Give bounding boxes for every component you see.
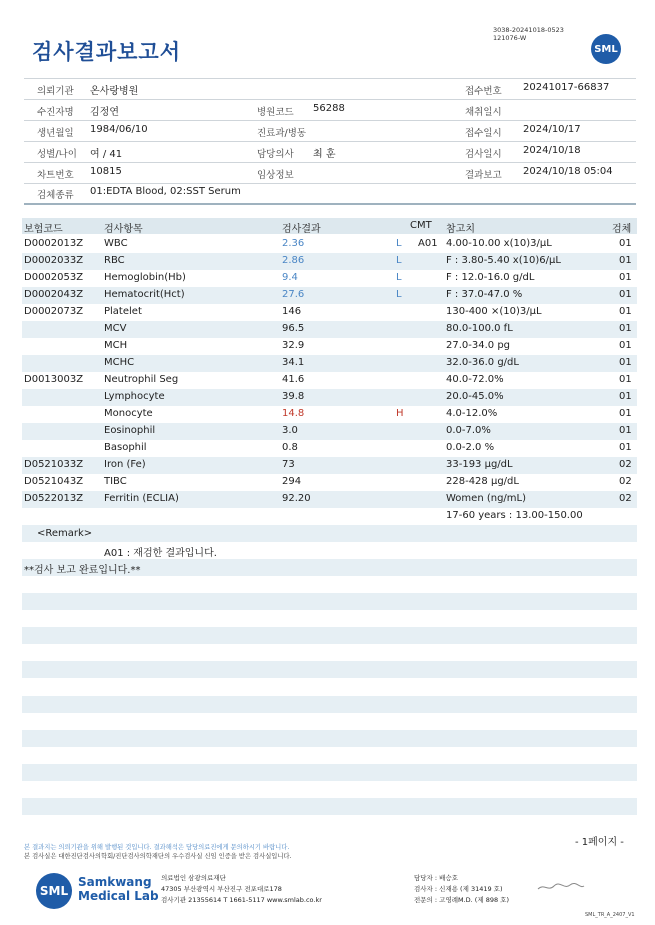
cell-code: D0521033Z (24, 459, 84, 470)
cell-item: Eosinophil (104, 425, 156, 436)
cell-item: Neutrophil Seg (104, 374, 179, 385)
table-row (22, 440, 637, 457)
table-row (22, 321, 637, 338)
cell-specimen: 01 (619, 272, 632, 283)
table-row (22, 287, 637, 304)
cell-result: 27.6 (282, 289, 305, 300)
staff-manager: 담당자 : 배승호 (414, 874, 458, 882)
table-row (22, 406, 637, 423)
table-row (22, 423, 637, 440)
col-specimen-header: 검체 (612, 224, 632, 235)
divider (24, 141, 636, 142)
cell-item: MCHC (104, 357, 135, 368)
cell-ref: 80.0-100.0 fL (446, 323, 513, 334)
cell-item: MCV (104, 323, 127, 334)
sml-footer-logo: SML (36, 873, 72, 909)
cell-flag: L (396, 255, 402, 266)
cell-code: D0522013Z (24, 493, 84, 504)
receipt-date-label: 접수일시 (465, 128, 502, 139)
footer-notice-2: 본 검사실은 대한진단검사의학회/진단검사의학재단의 우수검사실 신임 인증을 받은 검사실입니다. (24, 853, 292, 860)
signature-mark (536, 880, 586, 894)
dept-label: 진료과/병동 (257, 128, 307, 139)
cell-result: 146 (282, 306, 302, 317)
company-name-line-1: Samkwang (78, 875, 152, 889)
cell-flag: L (396, 272, 402, 283)
table-row (22, 270, 637, 287)
cell-specimen: 01 (619, 391, 632, 402)
cell-ref: F : 3.80-5.40 x(10)6/μL (446, 255, 561, 266)
cell-result: 0.8 (282, 442, 298, 453)
cell-specimen: 02 (619, 459, 632, 470)
remark-line-2: **검사 보고 완료입니다.** (24, 565, 141, 576)
cell-flag: H (396, 408, 404, 419)
blank-row (22, 730, 637, 747)
org-contact: 검사기관 21355614 T 1661-5117 www.smlab.co.kr (161, 896, 322, 904)
cell-result: 2.86 (282, 255, 305, 266)
clinical-label: 임상정보 (257, 170, 294, 181)
cell-result: 32.9 (282, 340, 305, 351)
cell-ref: 17-60 years : 13.00-150.00 (446, 510, 583, 521)
sex-age-value: 여 / 41 (90, 149, 123, 160)
doctor-value: 최 훈 (313, 149, 336, 160)
cell-code: D0002053Z (24, 272, 84, 283)
company-name (78, 875, 159, 903)
cell-result: 3.0 (282, 425, 298, 436)
table-row (22, 253, 637, 270)
cell-specimen: 01 (619, 238, 632, 249)
report-label: 결과보고 (465, 170, 502, 181)
birth-label: 생년월일 (37, 128, 74, 139)
cell-specimen: 01 (619, 442, 632, 453)
cell-specimen: 02 (619, 493, 632, 504)
cell-item: Hematocrit(Hct) (104, 289, 185, 300)
staff-specialist: 전문의 : 고영례M.D. (제 898 호) (414, 896, 509, 904)
cell-code: D0002043Z (24, 289, 84, 300)
receipt-no-value: 20241017-66837 (523, 82, 610, 93)
col-ref-header: 참고치 (446, 224, 475, 235)
cell-specimen: 01 (619, 323, 632, 334)
company-name-line-2: Medical Lab (78, 889, 159, 903)
cell-ref: 4.00-10.00 x(10)3/μL (446, 238, 552, 249)
cell-ref: 20.0-45.0% (446, 391, 504, 402)
cell-ref: 0.0-2.0 % (446, 442, 495, 453)
cell-result: 2.36 (282, 238, 305, 249)
cell-ref: 4.0-12.0% (446, 408, 498, 419)
cell-flag: L (396, 238, 402, 249)
org-address: 47305 부산광역시 부산진구 전포대로178 (161, 885, 282, 893)
table-row (22, 508, 637, 525)
patient-label: 수진자명 (37, 107, 74, 118)
cell-flag: L (396, 289, 402, 300)
document-code-2: 121076-W (493, 34, 527, 42)
cell-result: 14.8 (282, 408, 305, 419)
cell-specimen: 01 (619, 289, 632, 300)
divider (24, 99, 636, 100)
doctor-label: 담당의사 (257, 149, 294, 160)
cell-cmt: A01 (418, 238, 438, 249)
cell-item: Monocyte (104, 408, 153, 419)
blank-row (22, 525, 637, 542)
cell-ref: F : 37.0-47.0 % (446, 289, 523, 300)
col-code-header: 보험코드 (24, 224, 63, 235)
collect-date-label: 채취일시 (465, 107, 502, 118)
chart-no-value: 10815 (90, 166, 122, 177)
receipt-date-value: 2024/10/17 (523, 124, 581, 135)
table-row (22, 355, 637, 372)
cell-item: Platelet (104, 306, 142, 317)
cell-code: D0002033Z (24, 255, 84, 266)
cell-code: D0013003Z (24, 374, 84, 385)
table-row (22, 457, 637, 474)
hosp-code-value: 56288 (313, 103, 345, 114)
cell-ref: 27.0-34.0 pg (446, 340, 511, 351)
cell-result: 39.8 (282, 391, 305, 402)
cell-ref: 32.0-36.0 g/dL (446, 357, 519, 368)
cell-item: MCH (104, 340, 128, 351)
cell-specimen: 01 (619, 408, 632, 419)
cell-specimen: 01 (619, 255, 632, 266)
table-row (22, 236, 637, 253)
blank-row (22, 593, 637, 610)
divider (24, 120, 636, 121)
cell-ref: 33-193 μg/dL (446, 459, 513, 470)
receipt-no-label: 접수번호 (465, 86, 502, 97)
chart-no-label: 차트번호 (37, 170, 74, 181)
cell-specimen: 02 (619, 476, 632, 487)
cell-ref: F : 12.0-16.0 g/dL (446, 272, 535, 283)
staff-tester: 검사자 : 신재용 (제 31419 호) (414, 885, 503, 893)
divider (24, 203, 636, 205)
blank-row (22, 627, 637, 644)
cell-item: WBC (104, 238, 128, 249)
sml-logo: SML (591, 34, 621, 64)
table-row (22, 474, 637, 491)
test-date-value: 2024/10/18 (523, 145, 581, 156)
table-row (22, 372, 637, 389)
col-cmt-header: CMT (410, 220, 432, 231)
test-date-label: 검사일시 (465, 149, 502, 160)
blank-row (22, 661, 637, 678)
col-result-header: 검사결과 (282, 224, 321, 235)
hosp-code-label: 병원코드 (257, 107, 294, 118)
cell-result: 294 (282, 476, 302, 487)
cell-result: 96.5 (282, 323, 305, 334)
divider (24, 183, 636, 184)
table-row (22, 491, 637, 508)
cell-result: 73 (282, 459, 295, 470)
divider (24, 162, 636, 163)
cell-specimen: 01 (619, 425, 632, 436)
cell-code: D0521043Z (24, 476, 84, 487)
cell-item: TIBC (104, 476, 127, 487)
table-row (22, 338, 637, 355)
form-code: SML_TR_A_2407_V1 (585, 912, 635, 918)
cell-ref: 40.0-72.0% (446, 374, 504, 385)
cell-item: Lymphocyte (104, 391, 165, 402)
requester-label: 의뢰기관 (37, 86, 74, 97)
birth-value: 1984/06/10 (90, 124, 148, 135)
cell-ref: 228-428 μg/dL (446, 476, 519, 487)
table-row (22, 304, 637, 321)
cell-specimen: 01 (619, 340, 632, 351)
blank-row (22, 764, 637, 781)
page-number: - 1페이지 - (575, 837, 624, 848)
cell-code: D0002013Z (24, 238, 84, 249)
document-code (493, 26, 564, 42)
cell-code: D0002073Z (24, 306, 84, 317)
cell-result: 92.20 (282, 493, 311, 504)
requester-value: 온사랑병원 (90, 86, 139, 97)
cell-ref: 130-400 ×(10)3/μL (446, 306, 542, 317)
specimen-value: 01:EDTA Blood, 02:SST Serum (90, 186, 241, 197)
blank-row (22, 696, 637, 713)
cell-result: 41.6 (282, 374, 305, 385)
blank-row (22, 798, 637, 815)
report-date-value: 2024/10/18 05:04 (523, 166, 613, 177)
cell-item: Hemoglobin(Hb) (104, 272, 186, 283)
cell-ref: 0.0-7.0% (446, 425, 491, 436)
col-item-header: 검사항목 (104, 224, 143, 235)
cell-specimen: 01 (619, 374, 632, 385)
cell-item: Iron (Fe) (104, 459, 146, 470)
cell-item: RBC (104, 255, 125, 266)
specimen-label: 검체종류 (37, 190, 74, 201)
cell-item: Basophil (104, 442, 147, 453)
cell-result: 9.4 (282, 272, 298, 283)
table-row (22, 389, 637, 406)
page-title: 검사결과보고서 (32, 40, 182, 64)
remark-line-1: A01 : 재검한 결과입니다. (104, 548, 217, 559)
cell-specimen: 01 (619, 357, 632, 368)
cell-specimen: 01 (619, 306, 632, 317)
document-code-1: 3038-20241018-0523 (493, 26, 564, 34)
divider (24, 78, 636, 79)
cell-ref: Women (ng/mL) (446, 493, 526, 504)
remark-title: <Remark> (37, 528, 93, 539)
org-name: 의료법인 삼광의료재단 (161, 874, 226, 882)
cell-result: 34.1 (282, 357, 305, 368)
patient-value: 김정연 (90, 107, 119, 118)
cell-item: Ferritin (ECLIA) (104, 493, 179, 504)
footer-notice-1: 본 결과지는 의뢰기관을 위해 발행된 것입니다. 결과해석은 담당의료진에게 문의하시기 바랍니다. (24, 844, 290, 851)
sex-age-label: 성별/나이 (37, 149, 77, 160)
